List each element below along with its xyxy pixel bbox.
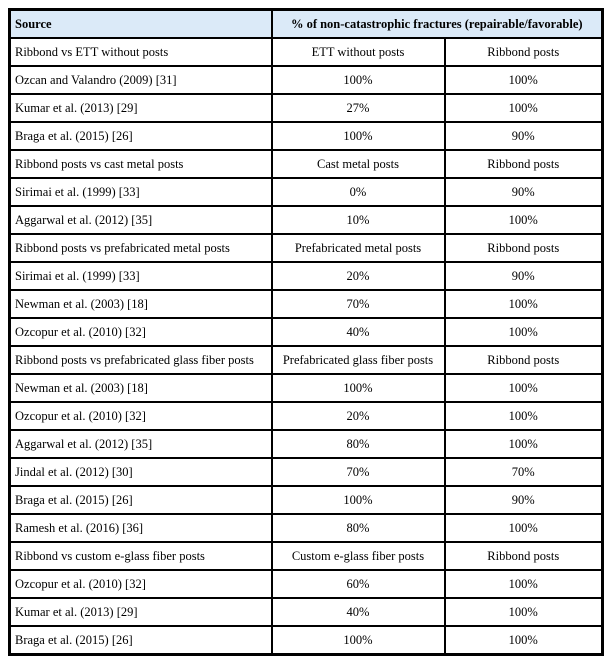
- study-source-cell: Kumar et al. (2013) [29]: [10, 94, 272, 122]
- fracture-outcomes-table: [8, 8, 604, 656]
- study-row: [10, 458, 603, 486]
- ribbond-value-cell: 100%: [445, 94, 603, 122]
- ribbond-value-cell: 100%: [445, 570, 603, 598]
- comparator-label-cell: Prefabricated metal posts: [272, 234, 445, 262]
- study-source-cell: Ozcan and Valandro (2009) [31]: [10, 66, 272, 94]
- ribbond-label-cell: Ribbond posts: [445, 542, 603, 570]
- ribbond-value-cell: 100%: [445, 66, 603, 94]
- ribbond-value-cell: 70%: [445, 458, 603, 486]
- comparator-value-cell: 20%: [272, 402, 445, 430]
- ribbond-value-cell: 100%: [445, 626, 603, 655]
- study-row: [10, 206, 603, 234]
- study-source-cell: Sirimai et al. (1999) [33]: [10, 262, 272, 290]
- table-header: [10, 10, 603, 39]
- ribbond-value-cell: 100%: [445, 290, 603, 318]
- group-label-cell: Ribbond posts vs prefabricated glass fiber posts: [10, 346, 272, 374]
- study-row: [10, 570, 603, 598]
- study-source-cell: Sirimai et al. (1999) [33]: [10, 178, 272, 206]
- comparator-value-cell: 10%: [272, 206, 445, 234]
- comparator-value-cell: 100%: [272, 66, 445, 94]
- ribbond-value-cell: 100%: [445, 318, 603, 346]
- study-source-cell: Braga et al. (2015) [26]: [10, 486, 272, 514]
- study-source-cell: Aggarwal et al. (2012) [35]: [10, 430, 272, 458]
- comparator-value-cell: 40%: [272, 598, 445, 626]
- ribbond-label-cell: Ribbond posts: [445, 38, 603, 66]
- ribbond-value-cell: 90%: [445, 486, 603, 514]
- ribbond-value-cell: 100%: [445, 598, 603, 626]
- group-label-cell: Ribbond vs custom e-glass fiber posts: [10, 542, 272, 570]
- study-source-cell: Jindal et al. (2012) [30]: [10, 458, 272, 486]
- study-source-cell: Braga et al. (2015) [26]: [10, 122, 272, 150]
- ribbond-value-cell: 90%: [445, 262, 603, 290]
- comparator-value-cell: 40%: [272, 318, 445, 346]
- study-source-cell: Ozcopur et al. (2010) [32]: [10, 318, 272, 346]
- ribbond-label-cell: Ribbond posts: [445, 150, 603, 178]
- header-source: Source: [10, 10, 272, 39]
- ribbond-label-cell: Ribbond posts: [445, 234, 603, 262]
- ribbond-value-cell: 100%: [445, 374, 603, 402]
- ribbond-value-cell: 90%: [445, 178, 603, 206]
- comparator-value-cell: 20%: [272, 262, 445, 290]
- study-row: [10, 430, 603, 458]
- study-row: [10, 178, 603, 206]
- study-row: [10, 122, 603, 150]
- study-row: [10, 486, 603, 514]
- header-row: [10, 10, 603, 39]
- comparator-value-cell: 100%: [272, 626, 445, 655]
- study-row: [10, 598, 603, 626]
- comparator-value-cell: 60%: [272, 570, 445, 598]
- comparison-group-row: [10, 234, 603, 262]
- comparator-value-cell: 70%: [272, 290, 445, 318]
- comparator-label-cell: Custom e-glass fiber posts: [272, 542, 445, 570]
- study-row: [10, 318, 603, 346]
- table-body: [10, 38, 603, 655]
- study-source-cell: Aggarwal et al. (2012) [35]: [10, 206, 272, 234]
- study-row: [10, 514, 603, 542]
- comparison-group-row: [10, 38, 603, 66]
- comparator-label-cell: Prefabricated glass fiber posts: [272, 346, 445, 374]
- study-source-cell: Ramesh et al. (2016) [36]: [10, 514, 272, 542]
- comparator-value-cell: 80%: [272, 430, 445, 458]
- comparator-value-cell: 100%: [272, 486, 445, 514]
- study-source-cell: Braga et al. (2015) [26]: [10, 626, 272, 655]
- comparator-value-cell: 27%: [272, 94, 445, 122]
- comparator-value-cell: 0%: [272, 178, 445, 206]
- comparator-value-cell: 100%: [272, 374, 445, 402]
- comparator-value-cell: 100%: [272, 122, 445, 150]
- header-values: % of non-catastrophic fractures (repairable/favorable): [272, 10, 603, 39]
- study-source-cell: Ozcopur et al. (2010) [32]: [10, 402, 272, 430]
- ribbond-value-cell: 100%: [445, 514, 603, 542]
- study-row: [10, 262, 603, 290]
- comparison-group-row: [10, 542, 603, 570]
- ribbond-value-cell: 100%: [445, 402, 603, 430]
- study-row: [10, 374, 603, 402]
- ribbond-value-cell: 90%: [445, 122, 603, 150]
- comparator-label-cell: ETT without posts: [272, 38, 445, 66]
- ribbond-label-cell: Ribbond posts: [445, 346, 603, 374]
- ribbond-value-cell: 100%: [445, 430, 603, 458]
- comparator-value-cell: 80%: [272, 514, 445, 542]
- group-label-cell: Ribbond posts vs cast metal posts: [10, 150, 272, 178]
- ribbond-value-cell: 100%: [445, 206, 603, 234]
- study-row: [10, 626, 603, 655]
- group-label-cell: Ribbond vs ETT without posts: [10, 38, 272, 66]
- study-source-cell: Kumar et al. (2013) [29]: [10, 598, 272, 626]
- comparator-value-cell: 70%: [272, 458, 445, 486]
- comparison-group-row: [10, 150, 603, 178]
- study-source-cell: Newman et al. (2003) [18]: [10, 290, 272, 318]
- study-source-cell: Ozcopur et al. (2010) [32]: [10, 570, 272, 598]
- comparison-group-row: [10, 346, 603, 374]
- comparator-label-cell: Cast metal posts: [272, 150, 445, 178]
- study-row: [10, 94, 603, 122]
- study-row: [10, 290, 603, 318]
- study-source-cell: Newman et al. (2003) [18]: [10, 374, 272, 402]
- study-row: [10, 66, 603, 94]
- study-row: [10, 402, 603, 430]
- group-label-cell: Ribbond posts vs prefabricated metal posts: [10, 234, 272, 262]
